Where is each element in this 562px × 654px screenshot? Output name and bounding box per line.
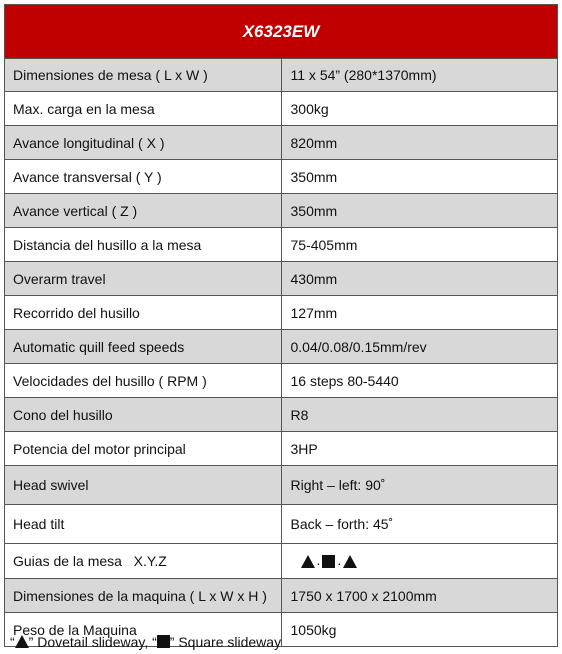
table-row <box>5 126 558 160</box>
spec-sheet <box>4 4 558 647</box>
symbol-separator: . <box>316 552 321 569</box>
slideway-x <box>301 554 315 570</box>
table-row <box>5 296 558 330</box>
table-row <box>5 398 558 432</box>
square-icon <box>322 555 335 568</box>
spec-label: Dimensiones de la maquina ( L x W x H ) <box>5 579 282 613</box>
spec-value: 300kg <box>281 92 558 126</box>
spec-value: 350mm <box>281 160 558 194</box>
table-row <box>5 228 558 262</box>
spec-label: Dimensiones de mesa ( L x W ) <box>5 59 282 92</box>
spec-value: 3HP <box>281 432 558 466</box>
spec-value: 127mm <box>281 296 558 330</box>
spec-label: Cono del husillo <box>5 398 282 432</box>
dovetail-icon <box>15 635 29 648</box>
spec-table <box>4 4 558 647</box>
spec-value: 350mm <box>281 194 558 228</box>
spec-label: Automatic quill feed speeds <box>5 330 282 364</box>
spec-label: Avance longitudinal ( X ) <box>5 126 282 160</box>
spec-value: 75-405mm <box>281 228 558 262</box>
table-row <box>5 92 558 126</box>
legend-dovetail-text: ” Dovetail slideway, “ <box>28 634 157 650</box>
spec-label: Avance vertical ( Z ) <box>5 194 282 228</box>
spec-value: R8 <box>281 398 558 432</box>
slideway-legend <box>10 634 281 650</box>
table-row <box>5 466 558 505</box>
spec-value: 11 x 54” (280*1370mm) <box>281 59 558 92</box>
slideway-symbols <box>281 544 558 579</box>
table-row <box>5 505 558 544</box>
table-row <box>5 59 558 92</box>
slideway-z <box>343 554 357 570</box>
spec-label: Max. carga en la mesa <box>5 92 282 126</box>
spec-label: Recorrido del husillo <box>5 296 282 330</box>
spec-value: 16 steps 80-5440 <box>281 364 558 398</box>
spec-label: Potencia del motor principal <box>5 432 282 466</box>
table-row <box>5 544 558 579</box>
square-icon <box>157 635 170 648</box>
legend-square-text: ” Square slideway <box>169 634 282 650</box>
spec-label: Head tilt <box>5 505 282 544</box>
spec-label: Head swivel <box>5 466 282 505</box>
spec-value: 1050kg <box>281 613 558 647</box>
table-row <box>5 262 558 296</box>
spec-label: Avance transversal ( Y ) <box>5 160 282 194</box>
spec-value: Right – left: 90˚ <box>281 466 558 505</box>
table-row <box>5 330 558 364</box>
dovetail-icon <box>301 555 315 568</box>
spec-value: 1750 x 1700 x 2100mm <box>281 579 558 613</box>
spec-label: Guias de la mesa X.Y.Z <box>5 544 282 579</box>
spec-value: 820mm <box>281 126 558 160</box>
spec-label: Peso de la Maquina <box>5 613 282 647</box>
table-row <box>5 432 558 466</box>
table-row <box>5 364 558 398</box>
model-title: X6323EW <box>5 5 558 59</box>
table-row <box>5 194 558 228</box>
spec-value: 430mm <box>281 262 558 296</box>
table-row <box>5 160 558 194</box>
spec-label: Velocidades del husillo ( RPM ) <box>5 364 282 398</box>
legend-quote: “ <box>10 634 15 650</box>
table-header-row <box>5 5 558 59</box>
spec-label: Distancia del husillo a la mesa <box>5 228 282 262</box>
spec-label: Overarm travel <box>5 262 282 296</box>
slideway-y <box>322 554 335 570</box>
symbol-separator: . <box>337 552 342 569</box>
spec-value: Back – forth: 45˚ <box>281 505 558 544</box>
table-row <box>5 579 558 613</box>
spec-value: 0.04/0.08/0.15mm/rev <box>281 330 558 364</box>
dovetail-icon <box>343 555 357 568</box>
